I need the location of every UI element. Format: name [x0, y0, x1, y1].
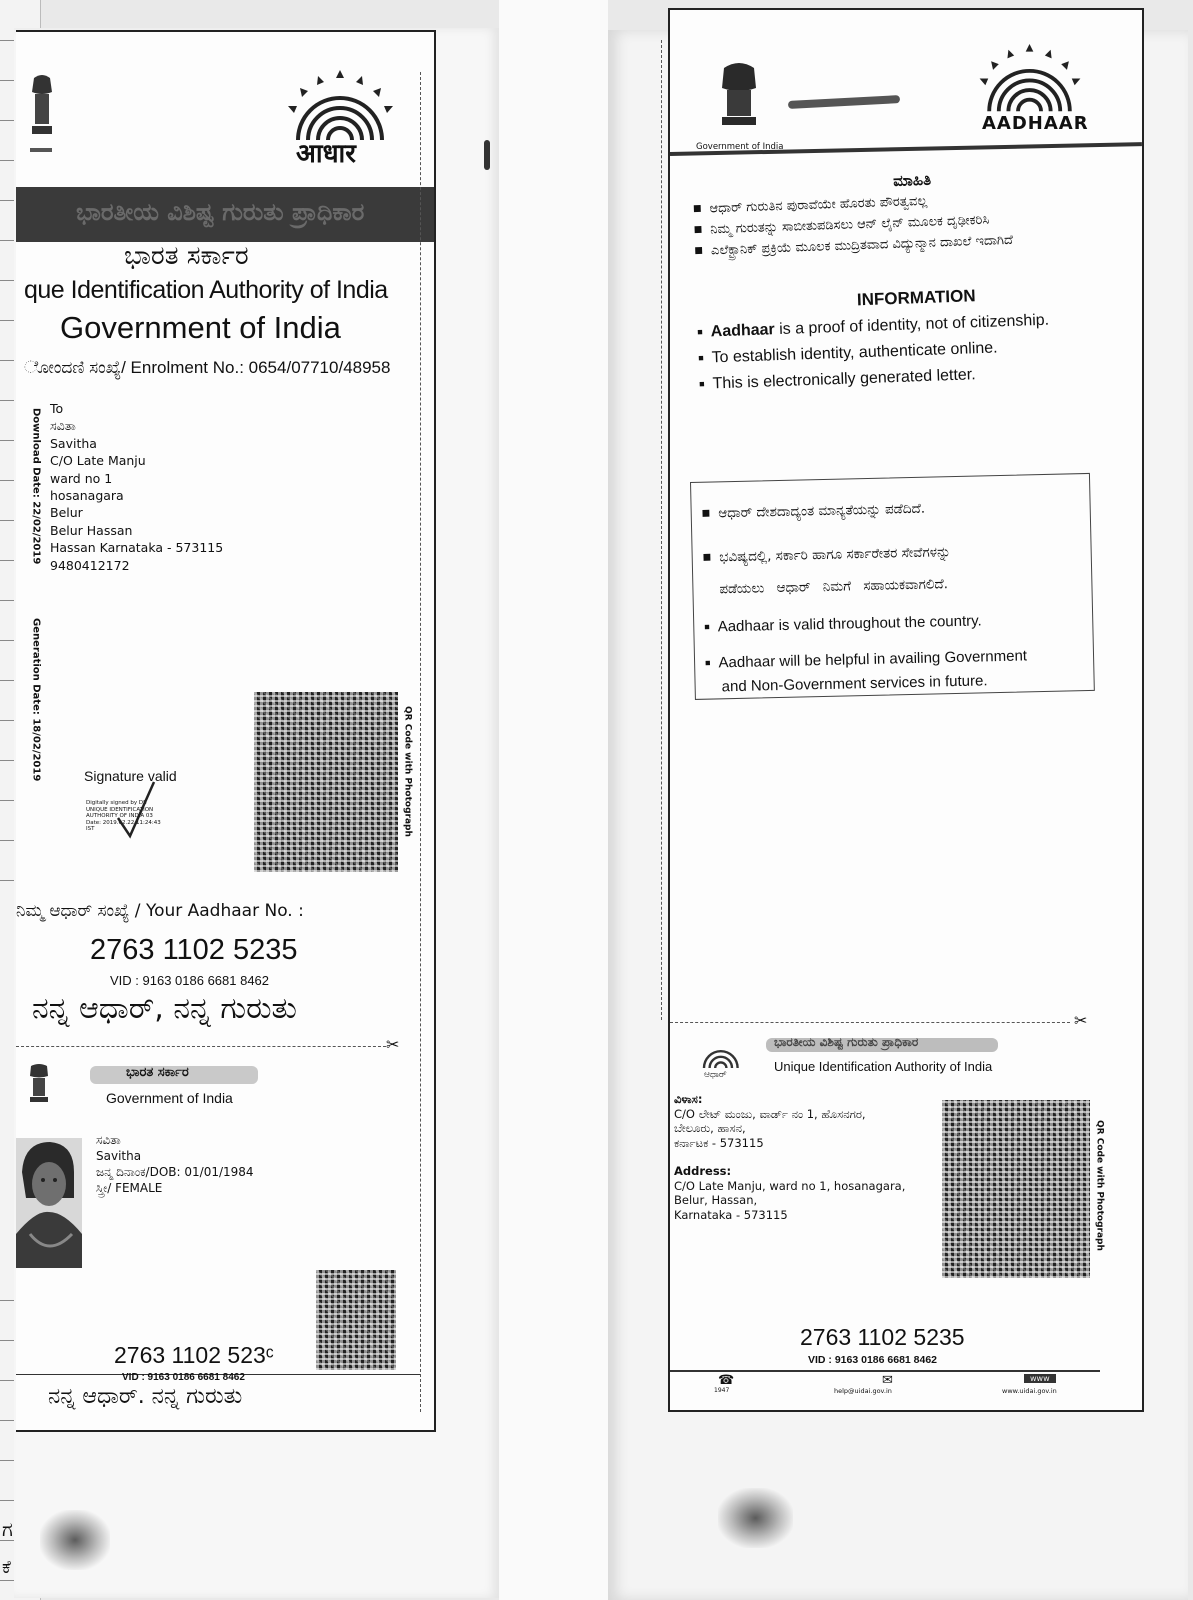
govt-english-title: Government of India [60, 310, 341, 345]
address-line: C/O Late Manju [50, 453, 146, 469]
card-dob: ಜನ್ಮ ದಿನಾಂಕ/DOB: 01/01/1984 [96, 1165, 254, 1179]
card-gender: ಸ್ತ್ರೀ/ FEMALE [96, 1181, 163, 1195]
ashoka-emblem-icon [30, 74, 54, 164]
card-address-block [674, 1092, 905, 1222]
address-kannada-line: ಬೇಲೂರು, ಹಾಸನ, [674, 1121, 746, 1135]
aadhaar-logo-text: आधार [296, 139, 356, 169]
cut-line-vertical [661, 40, 662, 1020]
left-aadhaar-letter [16, 30, 436, 1432]
address-line: To [50, 401, 64, 416]
address-kannada-line: C/O ಲೇಟ್ ಮಂಜು, ವಾರ್ಡ್ ನಂ 1, ಹೊಸನಗರ, [674, 1106, 866, 1121]
globe-www-icon: www [1024, 1374, 1056, 1383]
box-kannada-1: ■ ಆಧಾರ್ ದೇಶದಾದ್ಯಂತ ಮಾನ್ಯತೆಯನ್ನು ಪಡೆದಿದೆ. [702, 502, 926, 523]
address-line: 9480412172 [50, 557, 130, 573]
address-line: Belur Hassan [50, 522, 133, 538]
address-kannada-label: ವಿಳಾಸ: [674, 1092, 703, 1106]
header-bar-text: ಭಾರತೀಯ ವಿಶಿಷ್ಟ ಗುರುತು ಪ್ರಾಧಿಕಾರ [76, 198, 365, 226]
enrolment-number: ೋಂದಣಿ ಸಂಖ್ಯೆ/ Enrolment No.: 0654/07710/48958 [24, 358, 391, 377]
aadhaar-fingerprint-sun-icon [278, 70, 403, 145]
address-line: Belur [50, 505, 83, 521]
cut-line [670, 1022, 1070, 1023]
vid-number: VID : 9163 0186 6681 8462 [110, 973, 270, 988]
generation-date: Generation Date: 18/02/2019 [30, 618, 42, 782]
smudge-band [788, 95, 900, 109]
tape-smudge [40, 1510, 110, 1570]
address-line: hosanagara [50, 488, 124, 504]
card-qr-caption: QR Code with Photograph [1094, 1120, 1105, 1251]
info-english-1-rest: is a proof of identity, not of citizenship. [774, 311, 1050, 338]
card-qr-code [316, 1270, 396, 1370]
card-name-kannada: ಸವಿತಾ [96, 1133, 121, 1147]
address-kannada-line: ಕರ್ನಾಟಕ - 573115 [674, 1135, 764, 1150]
card-govt-kannada: ಭಾರತ ಸರ್ಕಾರ [126, 1065, 189, 1080]
photograph [16, 1138, 82, 1268]
info-english-3: ■ This is electronically generated letter. [699, 361, 1139, 395]
card-aadhaar-number: 2763 1102 5235 [800, 1324, 965, 1350]
address-line: C/O Late Manju, ward no 1, hosanagara, [674, 1178, 906, 1193]
margin-glyph: ಗ [2, 1517, 13, 1541]
margin-glyph: ಕೆ [2, 1557, 11, 1578]
cut-line [16, 1046, 386, 1047]
info-kannada-2: ■ ನಿಮ್ಮ ಗುರುತನ್ನು ಸಾಬೀತುಪಡಿಸಲು ಆನ್ ಲೈನ್ ಮೂಲಕ ದೃಢೀಕರಿಸಿ [694, 209, 1134, 239]
box-kannada-2a: ■ ಭವಿಷ್ಯದಲ್ಲಿ, ಸರ್ಕಾರಿ ಹಾಗೂ ಸರ್ಕಾರೇತರ ಸೇವೆಗಳನ್ನು [703, 545, 951, 566]
card-vid: VID : 9163 0186 6681 8462 [808, 1354, 938, 1366]
authority-english: Unique Identification Authority of India [774, 1059, 993, 1074]
mahiti-title: ಮಾಹಿತಿ [892, 170, 932, 190]
cut-line-vertical [420, 72, 421, 1412]
govt-kannada-title: ಭಾರತ ಸರ್ಕಾರ [124, 241, 249, 271]
your-aadhaar-label: ನಿಮ್ಮ ಆಧಾರ್ ಸಂಖ್ಯೆ / Your Aadhaar No. : [16, 901, 304, 921]
card-name: Savitha [96, 1149, 142, 1163]
header-bar [16, 187, 434, 242]
card-govt-english: Government of India [106, 1090, 233, 1106]
signature-valid-label: Signature valid [84, 768, 177, 784]
address-line: ಸವಿತಾ [50, 418, 76, 434]
address-line: Belur, Hassan, [674, 1193, 758, 1207]
box-english-2a: ■ Aadhaar will be helpful in availing Government [705, 647, 1027, 672]
information-title: INFORMATION [856, 286, 976, 310]
qr-caption: QR Code with Photograph [402, 706, 413, 837]
info-english-2: ■ To establish identity, authenticate online. [698, 335, 1138, 369]
info-aadhaar-bold: Aadhaar [710, 320, 776, 341]
aadhaar-fingerprint-sun-icon [970, 44, 1090, 116]
info-section [692, 165, 1139, 395]
box-kannada-2b: ಪಡೆಯಲು ಆಧಾರ್ ನಿಮಗೆ ಸಹಾಯಕವಾಗಲಿದೆ. [719, 576, 949, 598]
scissors-icon: ✂ [386, 1035, 400, 1054]
card-details [96, 1132, 254, 1196]
ashoka-emblem-icon [28, 1064, 50, 1114]
card-vid: VID : 9163 0186 6681 8462 [122, 1372, 245, 1383]
slogan: ನನ್ನ ಆಧಾರ್, ನನ್ನ ಗುರುತು [32, 991, 297, 1026]
card-logo-caption: ಆಧಾರ್ [704, 1070, 727, 1080]
address-label: Address: [674, 1164, 732, 1178]
box-english-2b: and Non-Government services in future. [721, 672, 988, 696]
address-block [50, 400, 223, 574]
box-english-1: ■ Aadhaar is valid throughout the country. [704, 612, 982, 636]
download-date: Download Date: 22/02/2019 [30, 408, 42, 565]
ashoka-emblem-icon [718, 62, 760, 140]
signature-detail-line: AUTHORITY OF INDIA 03 [86, 813, 153, 820]
tick-icon [116, 780, 156, 844]
footer-web: www.uidai.gov.in [1002, 1387, 1057, 1395]
card-slogan: ನನ್ನ ಆಧಾರ್. ನನ್ನ ಗುರುತು [48, 1384, 243, 1409]
card-divider [670, 1370, 1100, 1372]
address-line: Karnataka - 573115 [674, 1207, 788, 1222]
address-line: Hassan Karnataka - 573115 [50, 540, 224, 556]
card-aadhaar-number: 2763 1102 523ᶜ [114, 1342, 274, 1368]
aadhaar-number: 2763 1102 5235 [90, 934, 298, 966]
info-kannada-1: ■ ಆಧಾರ್ ಗುರುತಿನ ಪುರಾವೆಯೇ ಹೊರತು ಪೌರತ್ವವಲ್ಲ [693, 188, 1133, 218]
govt-caption: Government of India [696, 142, 784, 152]
card-qr-code [942, 1100, 1090, 1278]
scissors-icon: ✂ [1074, 1011, 1088, 1030]
footer-email: help@uidai.gov.in [834, 1387, 892, 1395]
tape-smudge [718, 1488, 793, 1548]
address-line: Savitha [50, 435, 97, 451]
signature-detail-line: Digitally signed by DS [86, 800, 147, 806]
envelope-icon: ✉ [882, 1373, 893, 1388]
validity-box [690, 473, 1095, 700]
signature-detail-line: UNIQUE IDENTIFICATION [86, 806, 154, 813]
authority-kannada: ಭಾರತೀಯ ವಿಶಿಷ್ಟ ಗುರುತು ಪ್ರಾಧಿಕಾರ [774, 1035, 919, 1049]
right-aadhaar-letter [668, 8, 1144, 1412]
page-gutter [499, 0, 608, 1600]
footer-phone: 1947 [714, 1387, 730, 1394]
phone-icon: ☎ [718, 1373, 735, 1388]
aadhaar-logo-text: AADHAAR [982, 113, 1089, 134]
qr-code [254, 692, 398, 872]
address-line: ward no 1 [50, 470, 113, 486]
signature-detail-line: Date: 2019.02.22 11:24:43 [86, 819, 161, 826]
uidai-title: que Identification Authority of India [24, 276, 388, 304]
staple-mark [484, 140, 490, 170]
signature-detail-line: IST [86, 826, 95, 833]
info-kannada-3: ■ ಎಲೆಕ್ಟ್ರಾನಿಕ್ ಪ್ರಕ್ರಿಯೆ ಮೂಲಕ ಮುದ್ರಿತವಾದ ವಿದ್ಯುನ್ಮಾನ ದಾಖಲೆ ಇದಾಗಿದೆ [694, 230, 1134, 260]
